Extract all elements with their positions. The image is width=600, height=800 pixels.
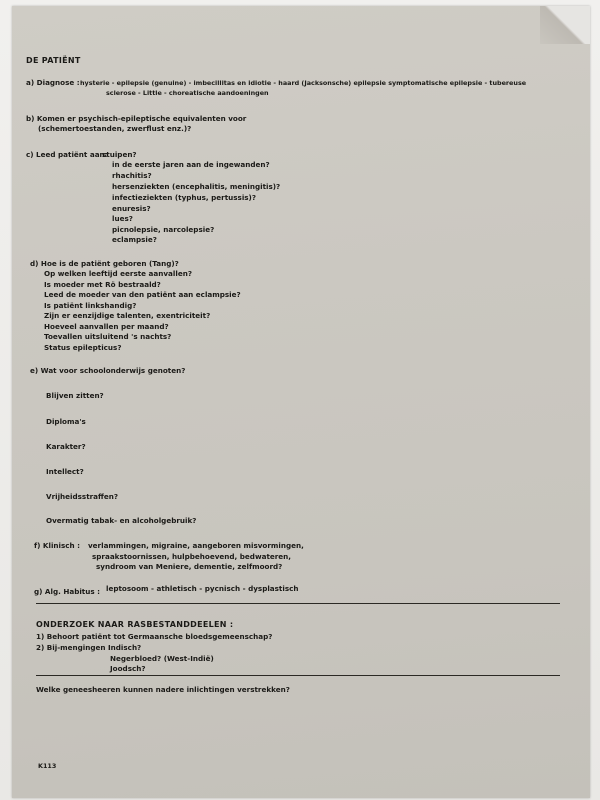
race-option: Indisch? [108, 643, 142, 652]
form-code: K113 [38, 762, 57, 770]
c-item: in de eerste jaren aan de ingewanden? [112, 160, 270, 169]
a-line-2: sclerose - Little - choreatische aandoeningen [106, 89, 269, 97]
d-item: Is patiënt linkshandig? [44, 301, 137, 310]
c-item: rhachitis? [112, 171, 152, 180]
d-item: Hoeveel aanvallen per maand? [44, 322, 169, 331]
f-label: f) Klinisch : [34, 541, 81, 550]
d-item: Is moeder met Rö bestraald? [44, 280, 161, 289]
b-line-2: (schemertoestanden, zwerflust enz.)? [38, 124, 192, 133]
d-item: Status epilepticus? [44, 343, 122, 352]
d-item: Op welken leeftijd eerste aanvallen? [44, 269, 192, 278]
race-option: Joodsch? [110, 664, 146, 673]
c-item: eclampsie? [112, 235, 157, 244]
b-line-1: b) Komen er psychisch-epileptische equivalenten voor [26, 114, 247, 123]
doctors-question: Welke geneesheeren kunnen nadere inlichtingen verstrekken? [36, 685, 290, 694]
c-item: enuresis? [112, 204, 151, 213]
a-label: a) Diagnose : [26, 78, 80, 87]
e-label: e) Wat voor schoolonderwijs genoten? [30, 366, 186, 375]
f-line-3: syndroom van Meniere, dementie, zelfmoord? [96, 562, 283, 571]
divider-line [36, 603, 560, 604]
e-item: Blijven zitten? [46, 391, 104, 400]
divider-line [36, 675, 560, 676]
f-line-1: verlammingen, migraine, aangeboren misvormingen, [88, 541, 304, 550]
c-item: infectieziekten (typhus, pertussis)? [112, 193, 257, 202]
section-title: DE PATIËNT [26, 56, 81, 65]
d-item: Toevallen uitsluitend 's nachts? [44, 332, 172, 341]
e-item: Vrijheidsstraffen? [46, 492, 119, 501]
c-item: stuipen? [102, 150, 137, 159]
g-text: leptosoom - athletisch - pycnisch - dysplastisch [106, 584, 299, 593]
f-line-2: spraakstoornissen, hulpbehoevend, bedwateren, [92, 552, 292, 561]
c-item: lues? [112, 214, 133, 223]
d-label: d) Hoe is de patiënt geboren (Tang)? [30, 259, 179, 268]
g-label: g) Alg. Habitus : [34, 587, 101, 596]
e-item: Overmatig tabak- en alcoholgebruik? [46, 516, 197, 525]
race-title: ONDERZOEK NAAR RASBESTANDDEELEN : [36, 620, 234, 629]
race-question-2: 2) Bij-mengingen : [36, 643, 111, 652]
e-item: Intellect? [46, 467, 84, 476]
d-item: Zijn er eenzijdige talenten, exentriciteit? [44, 311, 211, 320]
c-item: picnolepsie, narcolepsie? [112, 225, 215, 234]
e-item: Karakter? [46, 442, 86, 451]
race-option: Negerbloed? (West-Indië) [110, 654, 214, 663]
paper-form-sheet [12, 6, 590, 798]
d-item: Leed de moeder van den patiënt aan eclampsie? [44, 290, 241, 299]
folded-corner [540, 6, 590, 44]
race-question-1: 1) Behoort patiënt tot Germaansche bloedsgemeenschap? [36, 632, 273, 641]
a-line-1: hysterie - epilepsie (genuine) - imbecillitas en idiotie - haard (Jacksonsche) epilepsie symptomatische epilepsie - tubereuse [80, 79, 527, 87]
e-item: Diploma's [46, 417, 86, 426]
c-label: c) Leed patiënt aan: [26, 150, 108, 159]
c-item: hersenziekten (encephalitis, meningitis)? [112, 182, 281, 191]
